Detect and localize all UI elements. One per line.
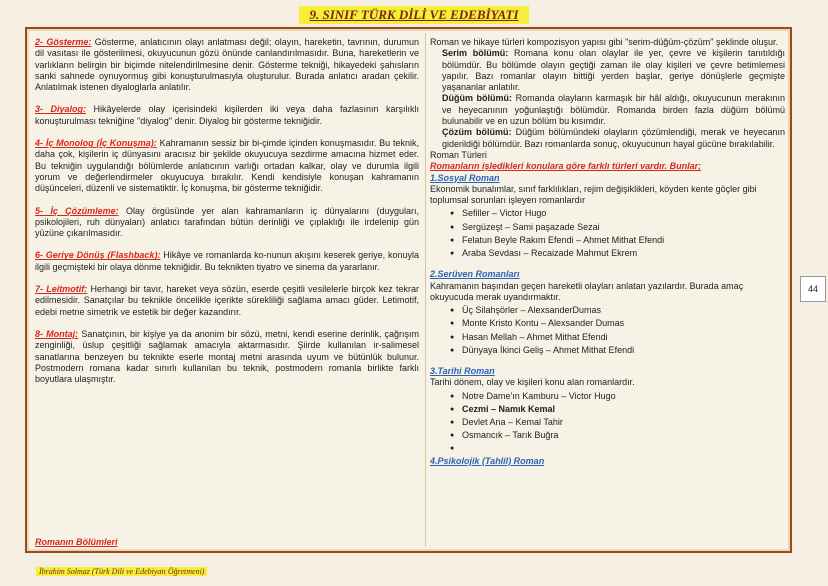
roman-bolumleri-heading: Romanın Bölümleri [35,537,118,547]
list-item: ● Sergüzeşt – Sami paşazade Sezai [450,221,785,234]
cozum-label: Çözüm bölümü: [442,127,512,138]
page-title: 9. SINIF TÜRK DİLİ VE EDEBİYATI [299,6,528,24]
page-header [0,6,828,24]
list-item: ● Sefiller – Victor Hugo [450,207,785,220]
list-item: ● Hasan Mellah – Ahmet Mithat Efendi [450,331,785,344]
tarihi-roman-list [450,390,785,456]
psikolojik-roman-heading: 4.Psikolojik (Tahlil) Roman [430,455,545,466]
section-text: Hikâyelerde olay içerisindeki kişilerden iki veya daha fazlasının karşılıklı konuşturulması tekniğine "diyalog" denir. Diyalog bir gösterme tekniğidir. [35,104,419,126]
list-item: ● Cezmi – Namık Kemal [450,403,785,416]
dugum-text: Romanda olayların karmaşık bir hâl aldığı, okuyucunun merakının ve heyecanının yoğunlaştığı bölümdür. Romanda birden fazla düğüm bölümü bulunabilir ve en uzun bölüm bu kısımdır. [442,93,785,127]
section-text: Herhangi bir tavır, hareket veya sözün, eserde çeşitli vesilelerle birçok kez tekrar edilmesidir. Sanatçılar bu teknikle öncelikle içerikte sürekliliği sağlama amacı güder. Letimotif, edebi metne simetrik ve estetik bir değer kazandırır. [35,284,419,317]
serim-label: Serim bölümü: [442,48,509,59]
cozum-text: Düğüm bölümündeki olayların çözümlendiği, merak ve heyecanın giderildiği bölümdür. Bazı romanlarda sonuç, okuyucunun hayal gücüne bırakılabilir. [442,127,786,149]
roman-turleri-title: Roman Türleri [430,149,487,160]
list-item: ● Devlet Ana – Kemal Tahir [450,416,785,429]
sosyal-roman-heading: 1.Sosyal Roman [430,172,500,183]
cozum-paragraph [430,127,785,150]
column-divider [425,33,426,547]
list-item: ● Notre Dame'ın Kamburu – Victor Hugo [450,390,785,403]
section-text: Hikâye ve romanlarda ko-nunun akışını keserek geriye, konuyla ilgili geçmişteki bir olaya dönme tekniğidir. Bu teknikten tiyatro ve sinema da yararlanır. [35,250,419,272]
section-heading: 6- Geriye Dönüş (Flashback): [35,250,161,261]
serim-text: Romana konu olan olaylar ile yer, çevre ve kişilerin tanıtıldığı bölümdür. Bu bölümde olayın geçtiği zaman ile olay kişileri ve çevre betimlemesi yapılır. Bazı romanlar olayın bittiği yerden başlar, geriye dönüşlerle geçmişte yaşananlar anlatılır. [442,48,785,93]
seruven-roman-list [450,304,785,357]
left-column [35,37,419,396]
page-number: 44 [800,276,826,302]
section-text: Sanatçının, bir kişiye ya da anonim bir sözü, metni, kendi eserine derinlik, çağrışım zenginliği, üslup çeşitliği sağlamak amacıyla aktarmasıdır. Şiirde kullanılan ir-salimesel sanatlarına benzeyen bu teknikte eserle montaj metni arasında uyum ve bütünlük bulunur. Postmodern romana kadar sınırlı kullanılan bu teknik, postmodern romanla birlikte farklı boyutlara ulaşmıştır. [35,328,420,385]
section-montaj [35,329,419,385]
intro-text: Roman ve hikaye türleri kompozisyon yapısı gibi "serim-düğüm-çözüm" şeklinde oluşur. [430,37,779,47]
seruven-roman-heading: 2.Serüven Romanları [430,269,520,280]
section-gosterme [35,37,419,93]
roman-turleri-subtitle: Romanların işledikleri konulara göre farklı türleri vardır. Bunlar; [430,161,702,172]
document-frame [25,27,792,553]
seruven-roman-desc: Kahramanın başından geçen hareketli olayları anlatan yazılardır. Burada amaç okuyucuda merak uyandırmaktır. [430,280,744,302]
sosyal-roman-list [450,207,785,260]
list-item: ● Felatun Beyle Rakım Efendi – Ahmet Mithat Efendi [450,234,785,247]
section-ic-monolog [35,138,419,194]
section-heading: 8- Montaj: [35,328,79,339]
right-column [430,37,785,467]
section-leitmotif [35,284,419,318]
list-item [450,442,785,455]
section-ic-cozumleme [35,206,419,240]
list-item: ● Üç Silahşörler – AlexsanderDumas [450,304,785,317]
tarihi-roman-desc: Tarihi dönem, olay ve kişileri konu alan romanlardır. [430,377,635,388]
section-text: Gösterme, anlatıcının olayı anlatması değil; olayın, hareketin, tavrının, durumun dil vasıtası ile gösterilmesi, okuyucunun gözü önünde canlandırılmasıdır. Buna, hareketlerin ve varlıkların belirgin bir biçimde nitelendirilmesine denir. Gösterme tekniği, hikayedeki şahısların sanki sahnede oynuyormuş gibi konuşturulmasıyla oluşturulur. Burada anlatıcı aradan çekilir. Anlatılmak istenen diyaloglarla anlatılır. [35,37,419,93]
footer-author: İbrahim Solmaz (Türk Dili ve Edebiyatı Öğretmeni) [36,567,207,576]
section-text: Kahramanın sessiz bir bi-çimde içinden konuşmasıdır. Bu teknik, daha çok, kişilerin iç dünyasını aracısız bir şekilde okuyucuya sezdirme amacına hizmet eder. Bu tekniğin uygulandığı bölümlerde anlatıcının varlığı ortadan kalkar, olay ve durumla ilgili yorum ve değerlendirmeler okuyucuya bırakılır. Kendi kendisiyle konuşan kahramanın düşünceleri, düzenli ve sistematiktir. İç konuşma, bir gösterme tekniğidir. [35,138,419,194]
section-text: Olay örgüsünde yer alan kahramanların iç dünyalarını (duyguları, psikolojileri, ruh dünyaları) anlatıcı tarafından bütün derinliği ve çıplaklığı ile irdelenip gün yüzüne çıkarılmasıdır. [35,205,419,239]
tarihi-roman-heading: 3.Tarihi Roman [430,365,495,376]
section-heading: 3- Diyalog: [35,104,86,115]
dugum-paragraph [430,93,785,127]
section-heading: 5- İç Çözümleme: [35,205,119,216]
list-item: ● Dünyaya İkinci Geliş – Ahmet Mithat Efendi [450,344,785,357]
list-item: ● Osmancık – Tarık Buğra [450,429,785,442]
section-geriye-donus [35,250,419,273]
section-heading: 4- İç Monolog (İç Konuşma): [35,138,157,149]
section-heading: 2- Gösterme: [35,37,92,47]
list-item: ● Araba Sevdası – Recaizade Mahmut Ekrem [450,247,785,260]
dugum-label: Düğüm bölümü: [442,93,513,104]
sosyal-roman-desc: Ekonomik bunalımlar, sınıf farklılıkları, rejim değişiklikleri, köyden kente göçler gibi toplumsal sorunları işleyen romanlardır [430,183,757,206]
section-diyalog [35,104,419,127]
list-item: ● Monte Kristo Kontu – Alexsander Dumas [450,317,785,330]
section-heading: 7- Leitmotif: [35,284,88,295]
serim-paragraph [430,48,785,93]
